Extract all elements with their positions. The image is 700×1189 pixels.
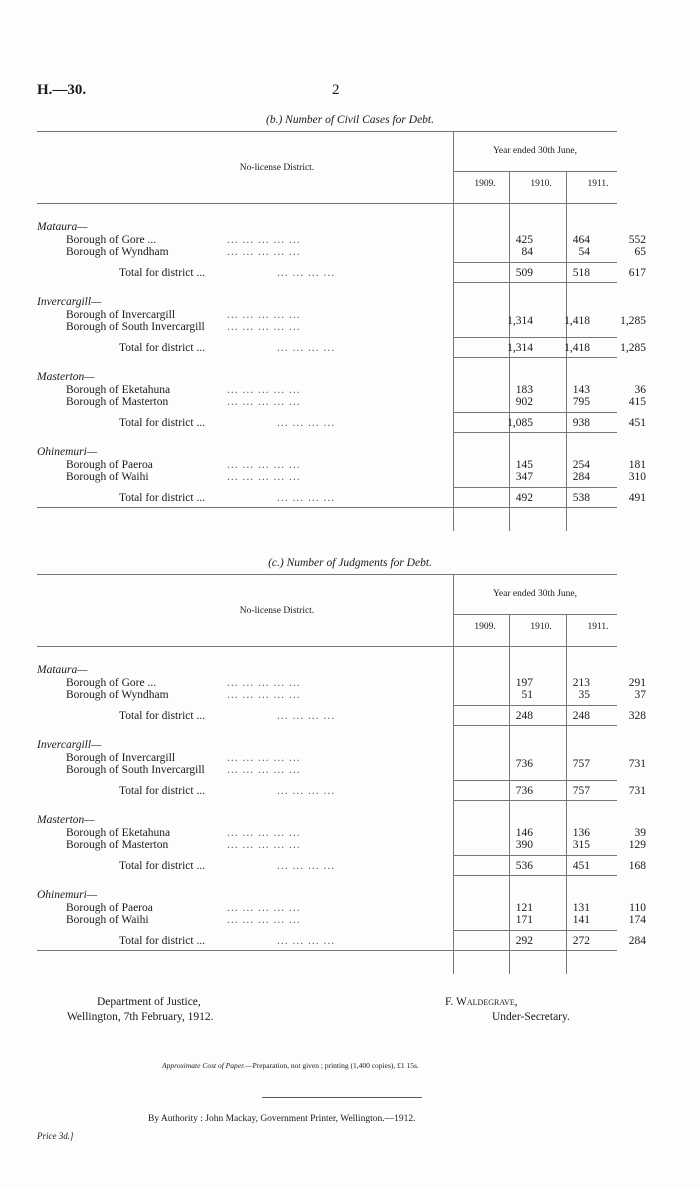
table-c-caption: (c.) Number of Judgments for Debt. bbox=[268, 557, 432, 569]
group-bottom-rule bbox=[453, 432, 617, 433]
borough-name: Borough of Eketahuna bbox=[66, 384, 171, 396]
price-note: Price 3d.] bbox=[37, 1131, 74, 1141]
leader-dots: ... ... ... ... bbox=[277, 342, 336, 354]
value-cell: 464 bbox=[572, 234, 590, 246]
leader-dots: ... ... ... ... ... bbox=[227, 321, 301, 333]
combined-row bbox=[37, 758, 646, 770]
total-cell: 617 bbox=[628, 267, 646, 279]
table-row bbox=[37, 689, 646, 701]
total-cell: 248 bbox=[515, 710, 533, 722]
value-cell: 36 bbox=[634, 384, 646, 396]
district-column-header: No-license District. bbox=[239, 163, 315, 173]
total-label: Total for district ... bbox=[119, 785, 206, 797]
total-row bbox=[37, 492, 646, 504]
value-cell: 181 bbox=[628, 459, 646, 471]
leader-dots: ... ... ... ... bbox=[277, 417, 336, 429]
total-cell: 536 bbox=[515, 860, 533, 872]
total-label: Total for district ... bbox=[119, 860, 206, 872]
value-cell: 347 bbox=[515, 471, 533, 483]
total-cell: 492 bbox=[515, 492, 533, 504]
district-group bbox=[37, 296, 617, 308]
borough-name: Borough of South Invercargill bbox=[66, 321, 205, 333]
total-cell: 938 bbox=[572, 417, 590, 429]
value-cell: 37 bbox=[634, 689, 646, 701]
leader-dots: ... ... ... ... ... bbox=[227, 309, 301, 321]
borough-name: Borough of Masterton bbox=[66, 839, 169, 851]
imprint-rule bbox=[262, 1097, 422, 1098]
subtotal-rule bbox=[453, 855, 617, 856]
table-row bbox=[37, 459, 646, 471]
leader-dots: ... ... ... ... ... bbox=[227, 384, 301, 396]
value-cell: 415 bbox=[628, 396, 646, 408]
district-name: Mataura— bbox=[37, 221, 88, 233]
total-cell: 1,418 bbox=[564, 342, 590, 354]
subtotal-rule bbox=[453, 487, 617, 488]
borough-name: Borough of Wyndham bbox=[66, 689, 169, 701]
table-row bbox=[37, 827, 646, 839]
value-cell: 254 bbox=[572, 459, 590, 471]
leader-dots: ... ... ... ... bbox=[277, 860, 336, 872]
printer-imprint: By Authority : John Mackay, Government Printer, Wellington.—1912. bbox=[148, 1114, 416, 1124]
total-label: Total for district ... bbox=[119, 710, 206, 722]
total-cell: 491 bbox=[628, 492, 646, 504]
leader-dots: ... ... ... ... bbox=[277, 710, 336, 722]
value-cell: 902 bbox=[515, 396, 533, 408]
total-cell: 731 bbox=[628, 785, 646, 797]
leader-dots: ... ... ... ... ... bbox=[227, 234, 301, 246]
value-cell: 795 bbox=[572, 396, 590, 408]
total-row bbox=[37, 860, 646, 872]
district-name: Ohinemuri— bbox=[37, 889, 98, 901]
district-name: Invercargill— bbox=[37, 739, 102, 751]
value-cell: 171 bbox=[515, 914, 533, 926]
header-bottom-rule bbox=[37, 203, 617, 204]
leader-dots: ... ... ... ... ... bbox=[227, 914, 301, 926]
total-cell: 292 bbox=[515, 935, 533, 947]
total-label: Total for district ... bbox=[119, 267, 206, 279]
district-group bbox=[37, 446, 617, 458]
leader-dots: ... ... ... ... ... bbox=[227, 689, 301, 701]
leader-dots: ... ... ... ... ... bbox=[227, 677, 301, 689]
group-bottom-rule bbox=[453, 875, 617, 876]
total-cell: 538 bbox=[572, 492, 590, 504]
value-cell: 129 bbox=[628, 839, 646, 851]
group-bottom-rule bbox=[453, 282, 617, 283]
combined-row bbox=[37, 315, 646, 327]
total-row bbox=[37, 935, 646, 947]
district-group bbox=[37, 739, 617, 751]
leader-dots: ... ... ... ... ... bbox=[227, 459, 301, 471]
value-cell: 731 bbox=[628, 758, 646, 770]
leader-dots: ... ... ... ... ... bbox=[227, 764, 301, 776]
district-group bbox=[37, 814, 617, 826]
borough-name: Borough of Invercargill bbox=[66, 752, 176, 764]
leader-dots: ... ... ... ... bbox=[277, 267, 336, 279]
signature-title: Under-Secretary. bbox=[492, 1011, 570, 1023]
value-cell: 65 bbox=[634, 246, 646, 258]
table-b-caption: (b.) Number of Civil Cases for Debt. bbox=[265, 114, 435, 126]
value-cell: 284 bbox=[572, 471, 590, 483]
value-cell: 197 bbox=[515, 677, 533, 689]
leader-dots: ... ... ... ... ... bbox=[227, 839, 301, 851]
year-group-header: Year ended 30th June, bbox=[493, 146, 577, 156]
table-row bbox=[37, 384, 646, 396]
value-cell: 425 bbox=[515, 234, 533, 246]
total-label: Total for district ... bbox=[119, 492, 206, 504]
value-cell: 315 bbox=[572, 839, 590, 851]
value-cell: 131 bbox=[572, 902, 590, 914]
total-row bbox=[37, 417, 646, 429]
subtotal-rule bbox=[453, 412, 617, 413]
table-row bbox=[37, 396, 646, 408]
total-cell: 272 bbox=[572, 935, 590, 947]
table-row bbox=[37, 677, 646, 689]
total-cell: 1,314 bbox=[507, 342, 533, 354]
table-bottom-rule bbox=[37, 507, 617, 508]
group-bottom-rule bbox=[453, 725, 617, 726]
district-name: Masterton— bbox=[37, 814, 95, 826]
leader-dots: ... ... ... ... ... bbox=[227, 246, 301, 258]
borough-name: Borough of Gore ... bbox=[66, 677, 157, 689]
borough-name: Borough of Paeroa bbox=[66, 459, 153, 471]
leader-dots: ... ... ... ... bbox=[277, 492, 336, 504]
value-cell: 1,418 bbox=[564, 315, 590, 327]
cost-note-text: —Preparation, not given ; printing (1,400 copies), £1 15s. bbox=[245, 1061, 419, 1070]
district-group bbox=[37, 889, 617, 901]
leader-dots: ... ... ... ... ... bbox=[227, 471, 301, 483]
value-cell: 310 bbox=[628, 471, 646, 483]
value-cell: 213 bbox=[572, 677, 590, 689]
table-row bbox=[37, 839, 646, 851]
signature-name: F. Waldegrave, bbox=[445, 996, 518, 1008]
table-top-rule bbox=[37, 574, 617, 575]
borough-name: Borough of Waihi bbox=[66, 914, 149, 926]
value-cell: 757 bbox=[572, 758, 590, 770]
table-row bbox=[37, 471, 646, 483]
borough-name: Borough of Eketahuna bbox=[66, 827, 171, 839]
district-name: Ohinemuri— bbox=[37, 446, 98, 458]
district-name: Mataura— bbox=[37, 664, 88, 676]
value-cell: 54 bbox=[578, 246, 590, 258]
leader-dots: ... ... ... ... ... bbox=[227, 396, 301, 408]
year-column-header: 1910. bbox=[530, 179, 552, 189]
borough-name: Borough of South Invercargill bbox=[66, 764, 205, 776]
total-cell: 509 bbox=[515, 267, 533, 279]
district-name: Invercargill— bbox=[37, 296, 102, 308]
value-cell: 35 bbox=[578, 689, 590, 701]
total-cell: 518 bbox=[572, 267, 590, 279]
value-cell: 143 bbox=[572, 384, 590, 396]
year-group-header: Year ended 30th June, bbox=[493, 589, 577, 599]
total-label: Total for district ... bbox=[119, 935, 206, 947]
total-cell: 757 bbox=[572, 785, 590, 797]
total-cell: 328 bbox=[628, 710, 646, 722]
leader-dots: ... ... ... ... bbox=[277, 785, 336, 797]
total-row bbox=[37, 267, 646, 279]
value-cell: 291 bbox=[628, 677, 646, 689]
table-bottom-rule bbox=[37, 950, 617, 951]
total-label: Total for district ... bbox=[119, 342, 206, 354]
page-number: 2 bbox=[332, 82, 340, 98]
year-column-header: 1909. bbox=[474, 622, 496, 632]
cost-note bbox=[162, 1061, 419, 1070]
leader-dots: ... ... ... ... bbox=[277, 935, 336, 947]
year-column-header: 1911. bbox=[587, 179, 609, 189]
total-row bbox=[37, 342, 646, 354]
value-cell: 39 bbox=[634, 827, 646, 839]
total-row bbox=[37, 710, 646, 722]
borough-name: Borough of Masterton bbox=[66, 396, 169, 408]
year-subheader-rule bbox=[453, 614, 617, 615]
borough-name: Borough of Invercargill bbox=[66, 309, 176, 321]
cost-note-label: Approximate Cost of Paper. bbox=[162, 1061, 246, 1070]
borough-name: Borough of Gore ... bbox=[66, 234, 157, 246]
year-column-header: 1909. bbox=[474, 179, 496, 189]
value-cell: 110 bbox=[629, 902, 646, 914]
total-cell: 248 bbox=[572, 710, 590, 722]
group-bottom-rule bbox=[453, 357, 617, 358]
table-row bbox=[37, 234, 646, 246]
total-cell: 451 bbox=[628, 417, 646, 429]
year-column-header: 1911. bbox=[587, 622, 609, 632]
total-cell: 168 bbox=[628, 860, 646, 872]
value-cell: 174 bbox=[628, 914, 646, 926]
value-cell: 145 bbox=[515, 459, 533, 471]
value-cell: 736 bbox=[515, 758, 533, 770]
year-subheader-rule bbox=[453, 171, 617, 172]
year-column-header: 1910. bbox=[530, 622, 552, 632]
table-row bbox=[37, 914, 646, 926]
value-cell: 146 bbox=[515, 827, 533, 839]
value-cell: 552 bbox=[628, 234, 646, 246]
district-group bbox=[37, 221, 617, 233]
total-label: Total for district ... bbox=[119, 417, 206, 429]
header-bottom-rule bbox=[37, 646, 617, 647]
total-cell: 451 bbox=[572, 860, 590, 872]
total-cell: 284 bbox=[628, 935, 646, 947]
report-reference: H.—30. bbox=[37, 82, 87, 98]
leader-dots: ... ... ... ... ... bbox=[227, 902, 301, 914]
district-column-header: No-license District. bbox=[239, 606, 315, 616]
subtotal-rule bbox=[453, 930, 617, 931]
value-cell: 183 bbox=[515, 384, 533, 396]
signature-place-date: Wellington, 7th February, 1912. bbox=[67, 1011, 214, 1023]
borough-name: Borough of Paeroa bbox=[66, 902, 153, 914]
value-cell: 1,314 bbox=[507, 315, 533, 327]
district-group bbox=[37, 371, 617, 383]
subtotal-rule bbox=[453, 337, 617, 338]
group-bottom-rule bbox=[453, 800, 617, 801]
table-row bbox=[37, 246, 646, 258]
leader-dots: ... ... ... ... ... bbox=[227, 827, 301, 839]
signature-department: Department of Justice, bbox=[97, 996, 201, 1008]
value-cell: 51 bbox=[521, 689, 533, 701]
district-name: Masterton— bbox=[37, 371, 95, 383]
value-cell: 141 bbox=[572, 914, 590, 926]
subtotal-rule bbox=[453, 780, 617, 781]
total-row bbox=[37, 785, 646, 797]
value-cell: 1,285 bbox=[620, 315, 646, 327]
borough-name: Borough of Waihi bbox=[66, 471, 149, 483]
borough-name: Borough of Wyndham bbox=[66, 246, 169, 258]
subtotal-rule bbox=[453, 262, 617, 263]
leader-dots: ... ... ... ... ... bbox=[227, 752, 301, 764]
value-cell: 136 bbox=[572, 827, 590, 839]
total-cell: 1,285 bbox=[620, 342, 646, 354]
total-cell: 1,085 bbox=[507, 417, 533, 429]
value-cell: 84 bbox=[521, 246, 533, 258]
value-cell: 390 bbox=[515, 839, 533, 851]
table-top-rule bbox=[37, 131, 617, 132]
table-row bbox=[37, 902, 646, 914]
subtotal-rule bbox=[453, 705, 617, 706]
total-cell: 736 bbox=[515, 785, 533, 797]
value-cell: 121 bbox=[515, 902, 533, 914]
district-group bbox=[37, 664, 617, 676]
